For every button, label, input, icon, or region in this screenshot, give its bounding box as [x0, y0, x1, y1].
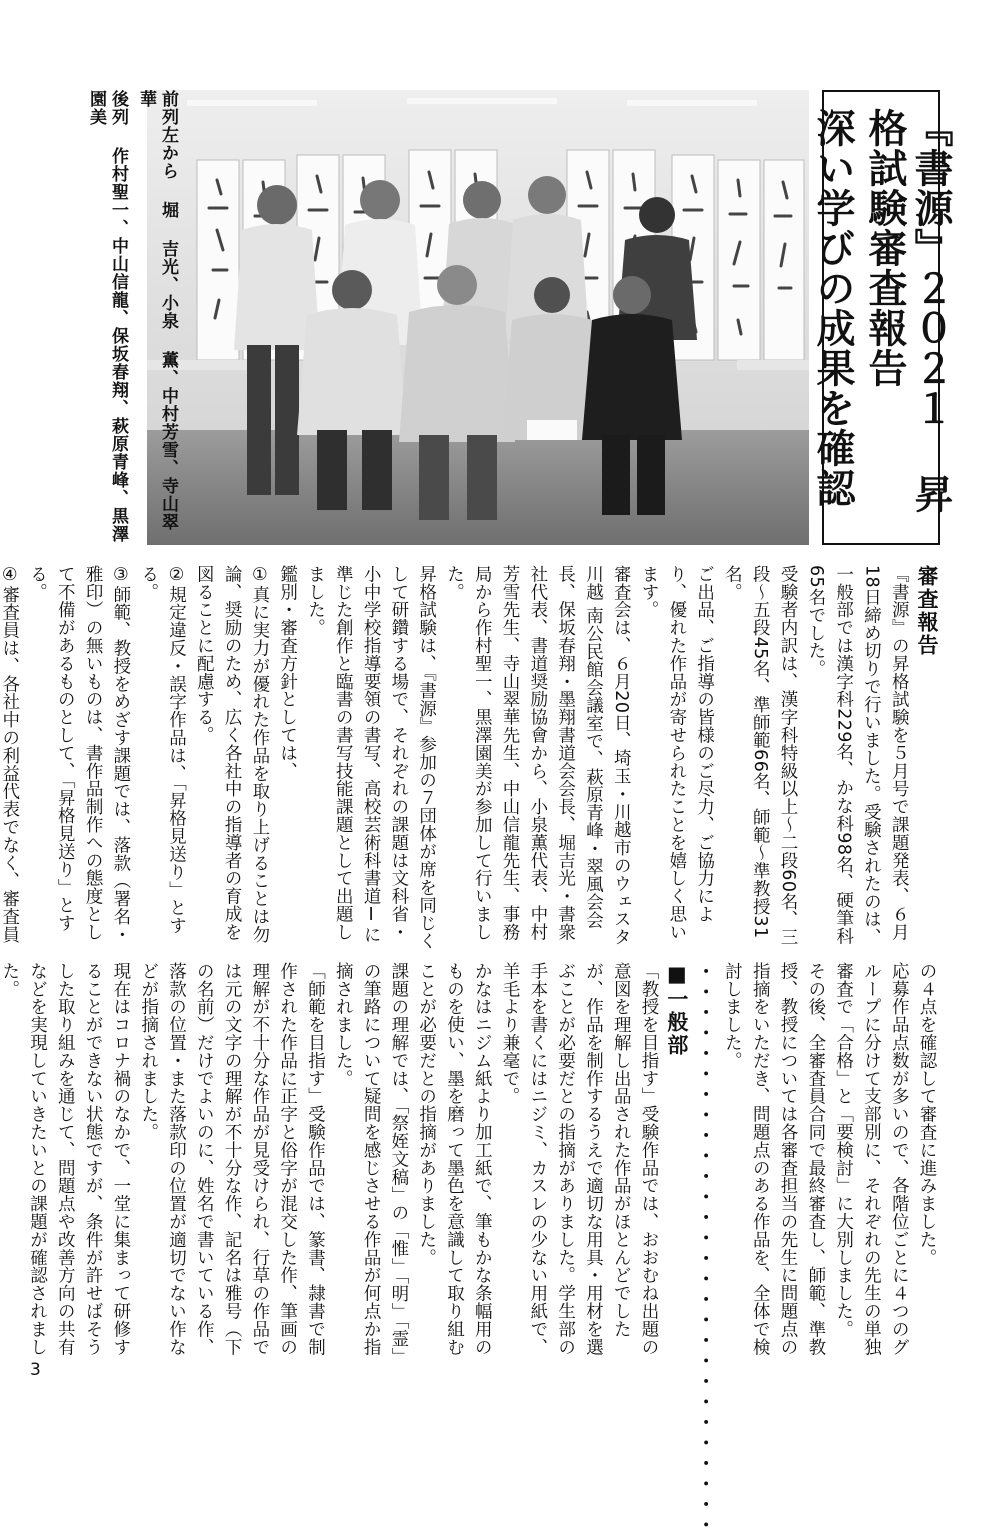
- section-heading-general: ■一般部: [664, 962, 689, 1057]
- policy-item-4: ④審査員は、各社中の利益代表でなく、審査員: [0, 565, 20, 944]
- caption-back-row: 後列 作村聖一、中山信龍、保坂春翔、萩原青峰、黒澤園美: [86, 90, 128, 543]
- paragraph: その後、全審査員合同で最終審査し、師範、準教授、教授については各審査担当の先生に問題点の指摘をいただき、問題点のある作品を、全体で検討しました。: [722, 962, 826, 1356]
- dotted-divider: ・・・・・・・・・・・・・・・・・・・・・・・・・・・・: [694, 962, 715, 1536]
- caption-front-row: 前列左から 堀 吉光、小泉 薫、中村芳雪、寺山翠華: [136, 90, 178, 531]
- section-heading-report: 審査報告: [915, 565, 939, 657]
- group-photo: [147, 90, 809, 545]
- title-line-2: 深い学びの成果を確認: [810, 108, 855, 508]
- policy-item-3: ③師範、教授をめざす課題では、落款（署名・雅印）の無いものは、書作品制作への態度として不備があるものとして、「昇格見送り」とする。: [27, 565, 131, 944]
- paragraph: かなはニジム紙より加工紙で、筆もかな条幅用のものを使い、墨を磨って墨色を意識して取り組むことが必要だとの指摘がありました。: [416, 962, 493, 1356]
- paragraph: の４点を確認して審査に進みました。: [917, 962, 937, 1267]
- paragraph: 鑑別・審査方針としては、: [277, 565, 298, 780]
- policy-item-1: ①真に実力が優れた作品を取り上げることは勿論、奨励のため、広く各社中の指導者の育成を図ることに配慮する。: [194, 565, 270, 944]
- paragraph: 「教授を目指す」受験作品では、おおむね出題の意図を理解し出品された作品がほとんどでしたが、作品を制作するうえで適切な用具・用材を選ぶことが必要だとの指摘がありました。学生部の手本を書くにはニジミ、カスレの少ない用紙で、羊毛より兼毫で。: [500, 962, 660, 1356]
- page-number: 3: [30, 1360, 41, 1380]
- article-title: [810, 90, 953, 545]
- policy-item-2: ②規定違反・誤字作品は、「昇格見送り」とする。: [138, 565, 187, 935]
- photo-caption: [85, 90, 179, 545]
- report-upper-text: [0, 565, 940, 955]
- paragraph: ご出品、ご指導の皆様のご尽力、ご協力により、優れた作品が寄せられたことを嬉しく思います。: [639, 565, 715, 941]
- paragraph: 受験者内訳は、漢字科特級以上〜二段60名、三段〜五段45名、準師範66名、師範〜準教授31名。: [722, 565, 799, 947]
- paragraph: 『書源』の昇格試験を５月号で課題発表、６月18日締め切りで行いました。受験されたのは、一般部では漢字科229名、かな科98名、硬筆科65名でした。: [805, 565, 910, 947]
- group-photo-image: [147, 90, 809, 545]
- paragraph: 「師範を目指す」受験作品では、篆書、隷書で制作された作品に正字と俗字が混交した作、筆画の理解が不十分な作品が見受けられ、行草の作品では元の文字の理解が不十分な作、記名は雅号（下の名前）だけでよいのに、姓名で書いている作、落款の位置・また落款印の位置が適切でない作などが指摘されました。: [138, 962, 326, 1356]
- paragraph: 昇格試験は、『書源』参加の７団体が席を同じくして研鑽する場で、それぞれの課題は文科省・小中学校指導要領の書写、高校芸術科書道Ⅰに準じた創作と臨書の書写技能課題として出題しました。: [305, 565, 437, 951]
- paragraph: 現在はコロナ禍のなかで、一堂に集まって研修することができない状態ですが、条件が許せばそうした取り組みを通じて、問題点や改善方向の共有などを実現していきたいとの課題が確認されました。: [0, 962, 131, 1356]
- title-line-1: 『書源』２０２１ 昇格試験審査報告: [862, 108, 953, 514]
- paragraph: 課題の理解では、「祭姪文稿」の「惟」「明」「霊」の筆路について疑問を感じさせる作品が何点か指摘されました。: [333, 962, 409, 1357]
- report-lower-text: [0, 962, 940, 1536]
- paragraph: 審査会は、６月20日、埼玉・川越市のウェスタ川越 南公民館会議室で、萩原青峰・翠風会会長、保坂春翔・墨翔書道会会長、堀吉光・書衆社代表、書道奨励協會から、小泉薫代表、中村芳雪先生、寺山翠華先生、中山信龍先生、事務局から作村聖一、黒澤園美が参加して行いました。: [444, 565, 632, 947]
- paragraph: 応募作品点数が多いので、各階位ごとに４つのグループに分けて支部別に、それぞれの先生の単独審査で「合格」と「要検討」に大別しました。: [833, 962, 910, 1356]
